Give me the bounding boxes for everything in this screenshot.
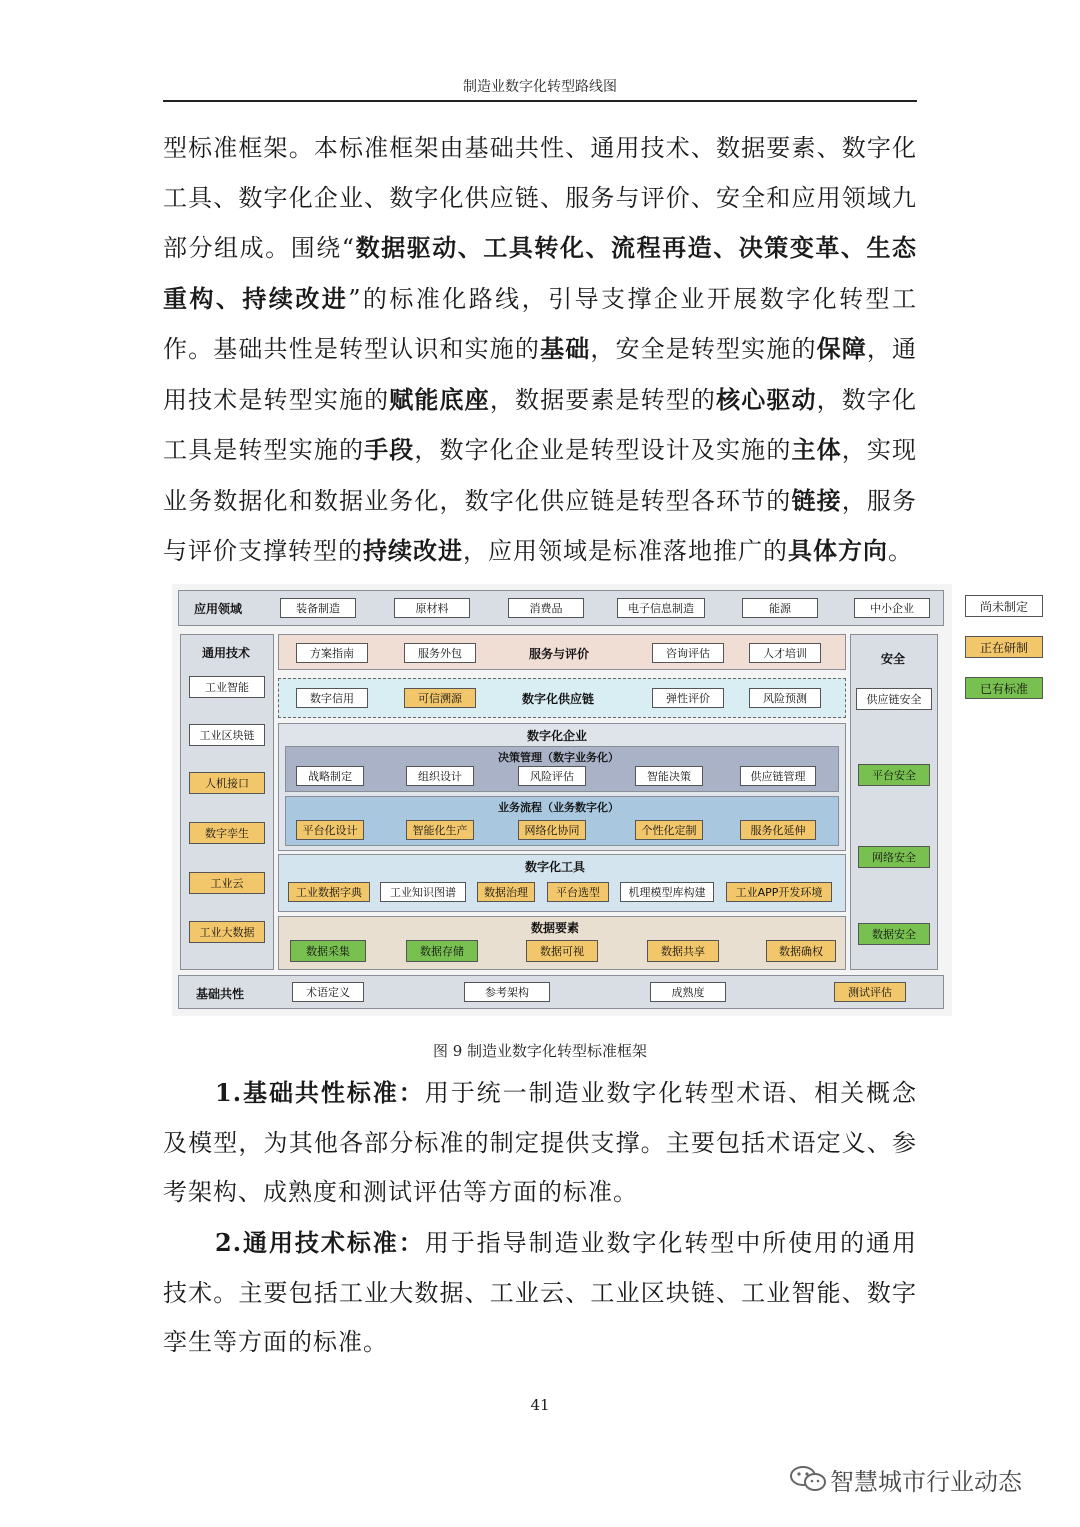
decision-item: 智能决策 [635, 766, 703, 786]
bold-run: 链接 [791, 485, 842, 515]
bold-run: 保障 [816, 334, 867, 363]
app-item: 中小企业 [854, 598, 930, 618]
base-common-title: 基础共性 [196, 987, 245, 1001]
tools-item: 工业知识图谱 [380, 882, 466, 902]
service-item: 方案指南 [296, 643, 368, 663]
application-title: 应用领域 [194, 602, 243, 616]
process-item: 智能化生产 [406, 820, 474, 840]
legend-not-made: 尚未制定 [965, 595, 1043, 617]
digital-tools-title: 数字化工具 [525, 860, 586, 874]
text-run: 型标准框架。本标准框架由基础共性、通用技术、数据要素、数字化工具、数字化企业、数字化供应链、服务与评价、安全和应用领域九部分组成。围绕“ [163, 134, 917, 262]
figure-caption: 图 9 制造业数字化转型标准框架 [432, 1042, 648, 1060]
data-item: 数据可视 [526, 940, 598, 962]
standards-framework-diagram [172, 584, 952, 1016]
process-item: 个性化定制 [635, 820, 703, 840]
decision-item: 战略制定 [296, 766, 364, 786]
base-item: 术语定义 [292, 982, 364, 1002]
bold-run: 基础 [540, 334, 591, 363]
bold-run: 具体方向 [788, 536, 888, 565]
general-tech-title: 通用技术 [202, 646, 251, 660]
tech-item: 数字孪生 [189, 822, 265, 844]
decision-item: 组织设计 [406, 766, 474, 786]
tech-item: 人机接口 [189, 772, 265, 794]
base-item: 参考架构 [464, 982, 550, 1002]
service-item: 咨询评估 [652, 643, 724, 663]
tools-item: 数据治理 [477, 882, 535, 902]
process-item: 服务化延伸 [740, 820, 816, 840]
data-item: 数据存储 [406, 940, 478, 962]
text-run: 。 [888, 537, 913, 565]
text-run: ，数字化工具是转型实施的 [163, 385, 918, 464]
security-item: 供应链安全 [856, 688, 932, 710]
service-item: 服务外包 [404, 643, 476, 663]
text-run: ，数字化企业是转型设计及实施的 [414, 436, 792, 464]
tech-item: 工业云 [189, 872, 265, 894]
watermark-text: 智慧城市行业动态 [830, 1468, 1022, 1496]
text-run: ”的标准化路线，引导支撑企业开展数字化转型工作。基础共性是转型认识和实施的 [163, 284, 917, 363]
bold-run: 赋能底座 [389, 384, 490, 414]
paragraph-lead: 1.基础共性标准： [215, 1078, 425, 1107]
supply-item: 可信溯源 [404, 688, 476, 708]
service-item: 人才培训 [749, 643, 821, 663]
bold-run: 手段 [364, 435, 415, 464]
supply-item: 风险预测 [749, 688, 821, 708]
bold-run: 数据驱动、工具转化、流程再造、决策变革、生态重构、持续改进 [163, 233, 918, 313]
tools-item: 机理模型库构建 [620, 882, 714, 902]
paragraph-text: 用于指导制造业数字化转型中所使用的通用技术。主要包括工业大数据、工业云、工业区块链、工业智能、数字孪生等方面的标准。 [163, 1229, 917, 1356]
text-run: ，应用领域是标准落地推广的 [463, 537, 788, 565]
app-item: 电子信息制造 [617, 598, 705, 618]
decision-item: 供应链管理 [740, 766, 816, 786]
supply-item: 数字信用 [296, 688, 368, 708]
app-item: 装备制造 [280, 598, 356, 618]
service-evaluation-title: 服务与评价 [529, 647, 590, 661]
tools-item: 工业APP开发环境 [726, 882, 832, 902]
text-run: ，数据要素是转型的 [489, 385, 717, 414]
security-item: 平台安全 [858, 764, 930, 786]
data-item: 数据确权 [766, 940, 836, 962]
bold-run: 主体 [791, 435, 842, 464]
tools-item: 平台选型 [547, 882, 609, 902]
text-run: ，安全是转型实施的 [590, 335, 817, 363]
app-item: 能源 [742, 598, 818, 618]
page-number: 41 [530, 1396, 550, 1414]
data-elements-title: 数据要素 [531, 921, 580, 935]
app-item: 消费品 [508, 598, 584, 618]
intro-paragraph [163, 124, 917, 577]
security-item: 数据安全 [858, 923, 930, 945]
header-divider [163, 100, 917, 102]
supply-chain-title: 数字化供应链 [522, 692, 595, 706]
text-run: ，服务与评价支撑转型的 [163, 486, 918, 565]
paragraph-lead: 2.通用技术标准： [215, 1228, 425, 1257]
decision-item: 风险评估 [518, 766, 586, 786]
data-item: 数据共享 [647, 940, 719, 962]
bold-run: 核心驱动 [716, 384, 817, 414]
digital-enterprise-title: 数字化企业 [527, 729, 588, 743]
base-common-paragraph [163, 1068, 917, 1218]
base-item: 成熟度 [650, 982, 726, 1002]
legend-in-progress: 正在研制 [965, 636, 1043, 658]
general-tech-paragraph [163, 1218, 917, 1368]
wechat-icon [788, 1464, 828, 1494]
process-item: 平台化设计 [296, 820, 364, 840]
app-item: 原材料 [394, 598, 470, 618]
security-column [850, 634, 938, 970]
security-title: 安全 [881, 652, 906, 666]
tech-item: 工业大数据 [189, 921, 265, 943]
business-process-title: 业务流程（业务数字化） [498, 801, 619, 814]
tech-item: 工业区块链 [189, 724, 265, 746]
bold-run: 持续改进 [363, 536, 463, 565]
process-item: 网络化协同 [518, 820, 586, 840]
data-item: 数据采集 [290, 940, 366, 962]
decision-management-title: 决策管理（数字业务化） [498, 751, 619, 764]
security-item: 网络安全 [858, 846, 930, 868]
text-run: ，通用技术是转型实施的 [163, 335, 918, 414]
legend-existing: 已有标准 [965, 677, 1043, 699]
base-item: 测试评估 [834, 982, 906, 1002]
running-header: 制造业数字化转型路线图 [463, 79, 617, 95]
text-run: ，实现业务数据化和数据业务化，数字化供应链是转型各环节的 [163, 436, 918, 515]
paragraph-text: 用于统一制造业数字化转型术语、相关概念及模型，为其他各部分标准的制定提供支撑。主要包括术语定义、参考架构、成熟度和测试评估等方面的标准。 [163, 1079, 917, 1206]
supply-item: 弹性评价 [652, 688, 724, 708]
tools-item: 工业数据字典 [288, 882, 370, 902]
tech-item: 工业智能 [189, 676, 265, 698]
